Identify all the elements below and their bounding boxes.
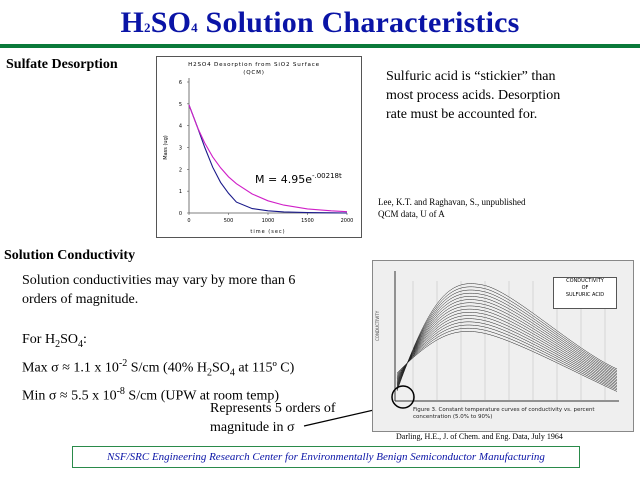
series-line-2 <box>189 105 347 212</box>
x-tick-label: 500 <box>223 218 234 224</box>
figure-legend-line: SULFURIC ACID <box>565 292 605 298</box>
y-tick-label: 4 <box>178 123 182 130</box>
footer-banner: NSF/SRC Engineering Research Center for Environmentally Benign Semiconductor Manufacturing <box>72 446 580 468</box>
desorption-note-line: Sulfuric acid is “stickier” than <box>386 69 556 84</box>
series-line-1 <box>189 105 347 213</box>
conductivity-intro-line: orders of magnitude. <box>22 292 139 307</box>
x-tick-label: 0 <box>187 218 191 224</box>
conductivity-citation: Darling, H.E., J. of Chem. and Eng. Data, July 1964 <box>396 432 563 441</box>
desorption-note-line: rate must be accounted for. <box>386 107 538 122</box>
conductivity-figure <box>372 260 634 432</box>
title-divider <box>0 44 640 48</box>
callout-line: magnitude in σ <box>210 420 295 435</box>
callout-line: Represents 5 orders of <box>210 401 336 416</box>
desorption-chart-frame <box>156 56 362 238</box>
for-h2so4-label: For $H_2SO_4$: <box>22 332 87 350</box>
svg-text:CONDUCTIVITY: CONDUCTIVITY <box>375 310 380 341</box>
reference-line: Lee, K.T. and Raghavan, S., unpublished <box>378 197 526 207</box>
desorption-reference <box>378 196 578 220</box>
figure-caption: Figure 3. Constant temperature curves of conductivity vs. percent concentration (5.0% to 90%) <box>413 407 595 420</box>
desorption-note <box>386 67 636 124</box>
page-title: H2SO4 Solution Characteristics <box>120 6 520 39</box>
figure-legend-box <box>553 277 617 309</box>
y-axis-label: Mass (ug) <box>163 135 169 160</box>
low-end-circle <box>389 383 419 411</box>
y-tick-label: 6 <box>178 80 182 86</box>
y-tick-label: 1 <box>178 189 182 196</box>
reference-line: QCM data, U of A <box>378 209 445 219</box>
max-conductivity-line: Max σ ≈ 1.1 x $10^{-2}$ S/cm (40% $H_2SO_4$ at 115º C) <box>22 357 295 379</box>
x-tick-label: 2000 <box>340 218 354 224</box>
figure-legend-line: OF <box>581 285 589 291</box>
chart-title: H2SO4 Desorption from SiO2 Surface <box>188 62 320 68</box>
y-tick-label: 2 <box>178 167 182 174</box>
fit-equation: $M = 4.95e^{-.00218t}$ <box>255 172 342 186</box>
y-tick-label: 5 <box>178 101 182 108</box>
conductivity-intro <box>22 271 382 309</box>
conductivity-intro-line: Solution conductivities may vary by more than 6 <box>22 273 296 288</box>
desorption-chart <box>157 57 361 237</box>
sulfate-desorption-heading: Sulfate Desorption <box>6 57 118 72</box>
chart-title-line2: (QCM) <box>243 70 265 76</box>
desorption-note-line: most process acids. Desorption <box>386 88 561 103</box>
min-conductivity-line: Min σ ≈ 5.5 x $10^{-8}$ S/cm (UPW at room temp) <box>22 386 280 404</box>
y-tick-label: 0 <box>178 211 182 217</box>
x-axis-label: time (sec) <box>250 229 286 235</box>
solution-conductivity-heading: Solution Conductivity <box>4 248 136 263</box>
figure-legend-line: CONDUCTIVITY <box>566 278 604 284</box>
y-tick-label: 3 <box>178 145 182 152</box>
x-tick-label: 1500 <box>301 218 314 224</box>
x-tick-label: 1000 <box>261 218 275 224</box>
